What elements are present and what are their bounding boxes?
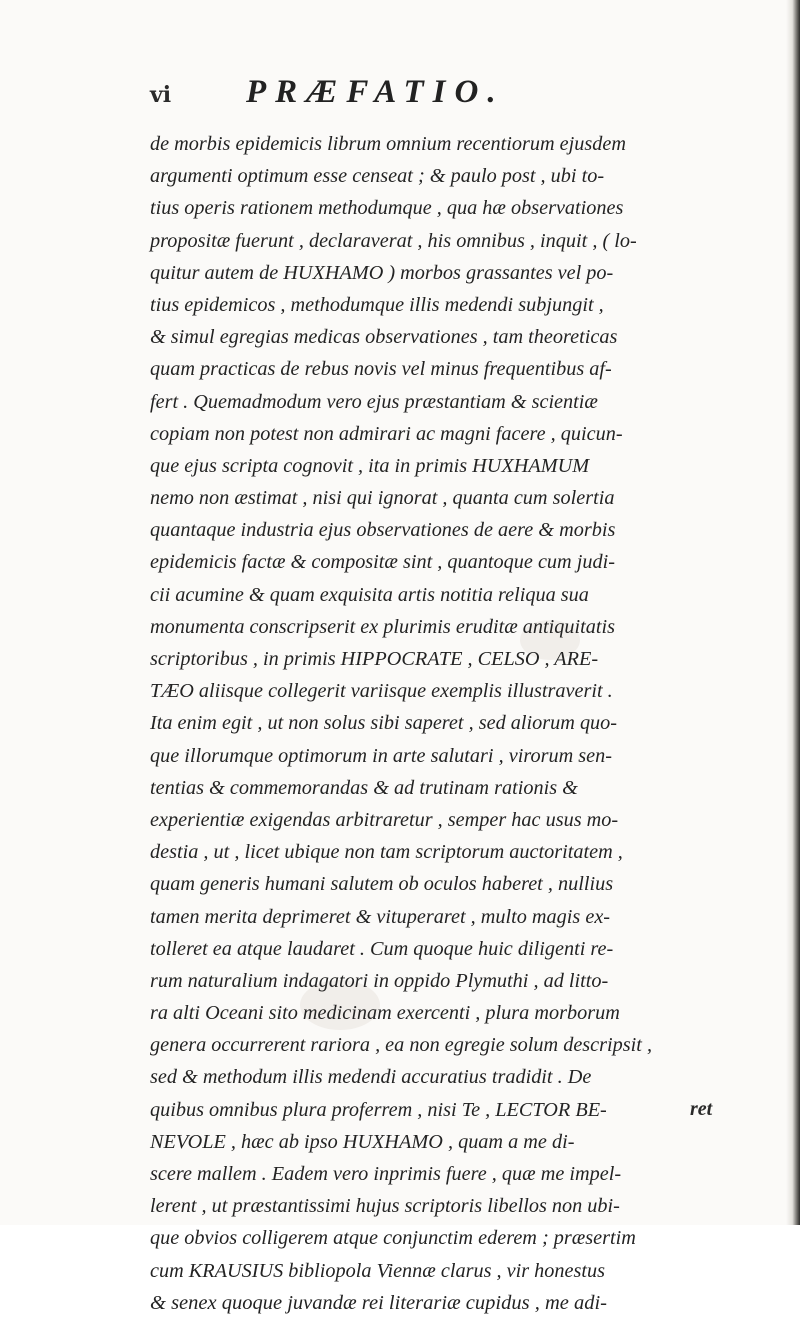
body-text xyxy=(150,128,786,1319)
text-line: nemo non æstimat , nisi qui ignorat , quanta cum solertia xyxy=(150,487,615,510)
text-line: lerent , ut præstantissimi hujus scriptoris libellos non ubi- xyxy=(150,1195,620,1218)
text-line: monumenta conscripserit ex plurimis eruditæ antiquitatis xyxy=(150,615,615,638)
text-line: ra alti Oceani sito medicinam exercenti , plura morborum xyxy=(150,1002,620,1025)
text-line: que ejus scripta cognovit , ita in primis HUXHAMUM xyxy=(150,454,590,477)
text-line: Ita enim egit , ut non solus sibi saperet , sed aliorum quo- xyxy=(150,712,618,735)
text-line: tamen merita deprimeret & vituperaret , multo magis ex- xyxy=(150,905,611,928)
book-spine-shadow xyxy=(786,0,800,1225)
text-line: tius operis rationem methodumque , qua hæ observationes xyxy=(150,197,624,220)
text-line: tolleret ea atque laudaret . Cum quoque huic diligenti re- xyxy=(150,937,614,960)
text-line: que illorumque optimorum in arte salutari , virorum sen- xyxy=(150,744,613,767)
text-line: genera occurrerent rariora , ea non egregie solum descripsit , xyxy=(150,1034,653,1057)
text-line: epidemicis factæ & compositæ sint , quantoque cum judi- xyxy=(150,551,615,574)
text-line: que obvios colligerem atque conjunctim ederem ; præsertim xyxy=(150,1227,636,1250)
text-line: experientiæ exigendas arbitraretur , semper hac usus mo- xyxy=(150,808,619,831)
catchword: ret xyxy=(690,1098,713,1120)
text-line: TÆO aliisque collegerit variisque exemplis illustraverit . xyxy=(150,680,613,703)
text-line: quibus omnibus plura proferrem , nisi Te , LECTOR BE- xyxy=(150,1098,607,1121)
text-line: tentias & commemorandas & ad trutinam rationis & xyxy=(150,776,578,799)
text-line: sed & methodum illis medendi accuratius tradidit . De xyxy=(150,1066,592,1089)
text-line: tius epidemicos , methodumque illis medendi subjungit , xyxy=(150,293,604,316)
page-header xyxy=(150,68,570,112)
text-line: rum naturalium indagatori in oppido Plymuthi , ad litto- xyxy=(150,969,609,992)
text-line: quam generis humani salutem ob oculos haberet , nullius xyxy=(150,873,614,896)
text-line: fert . Quemadmodum vero ejus præstantiam & scientiæ xyxy=(150,390,598,413)
running-title: PRÆFATIO. xyxy=(246,74,505,110)
text-line: NEVOLE , hæc ab ipso HUXHAMO , quam a me di- xyxy=(150,1130,575,1153)
text-line: destia , ut , licet ubique non tam scriptorum auctoritatem , xyxy=(150,841,623,864)
text-line: quam practicas de rebus novis vel minus frequentibus af- xyxy=(150,358,612,381)
text-line: quitur autem de HUXHAMO ) morbos grassantes vel po- xyxy=(150,261,614,284)
text-line: cii acumine & quam exquisita artis notitia reliqua sua xyxy=(150,583,589,606)
text-line: copiam non potest non admirari ac magni facere , quicun- xyxy=(150,422,623,445)
text-line: argumenti optimum esse censeat ; & paulo post , ubi to- xyxy=(150,165,605,188)
text-line: de morbis epidemicis librum omnium recentiorum ejusdem xyxy=(150,133,626,155)
text-line: cum KRAUSIUS bibliopola Viennæ clarus , vir honestus xyxy=(150,1259,606,1282)
text-line: & simul egregias medicas observationes , tam theoreticas xyxy=(150,326,618,349)
text-line: scere mallem . Eadem vero inprimis fuere , quæ me impel- xyxy=(150,1163,622,1185)
text-line: & senex quoque juvandæ rei literariæ cupidus , me adi- xyxy=(150,1291,608,1314)
page-number: vi xyxy=(150,82,172,108)
text-line: scriptoribus , in primis HIPPOCRATE , CELSO , ARE- xyxy=(150,648,599,670)
text-line: propositæ fuerunt , declaraverat , his omnibus , inquit , ( lo- xyxy=(150,229,637,252)
text-line: quantaque industria ejus observationes de aere & morbis xyxy=(150,519,616,542)
